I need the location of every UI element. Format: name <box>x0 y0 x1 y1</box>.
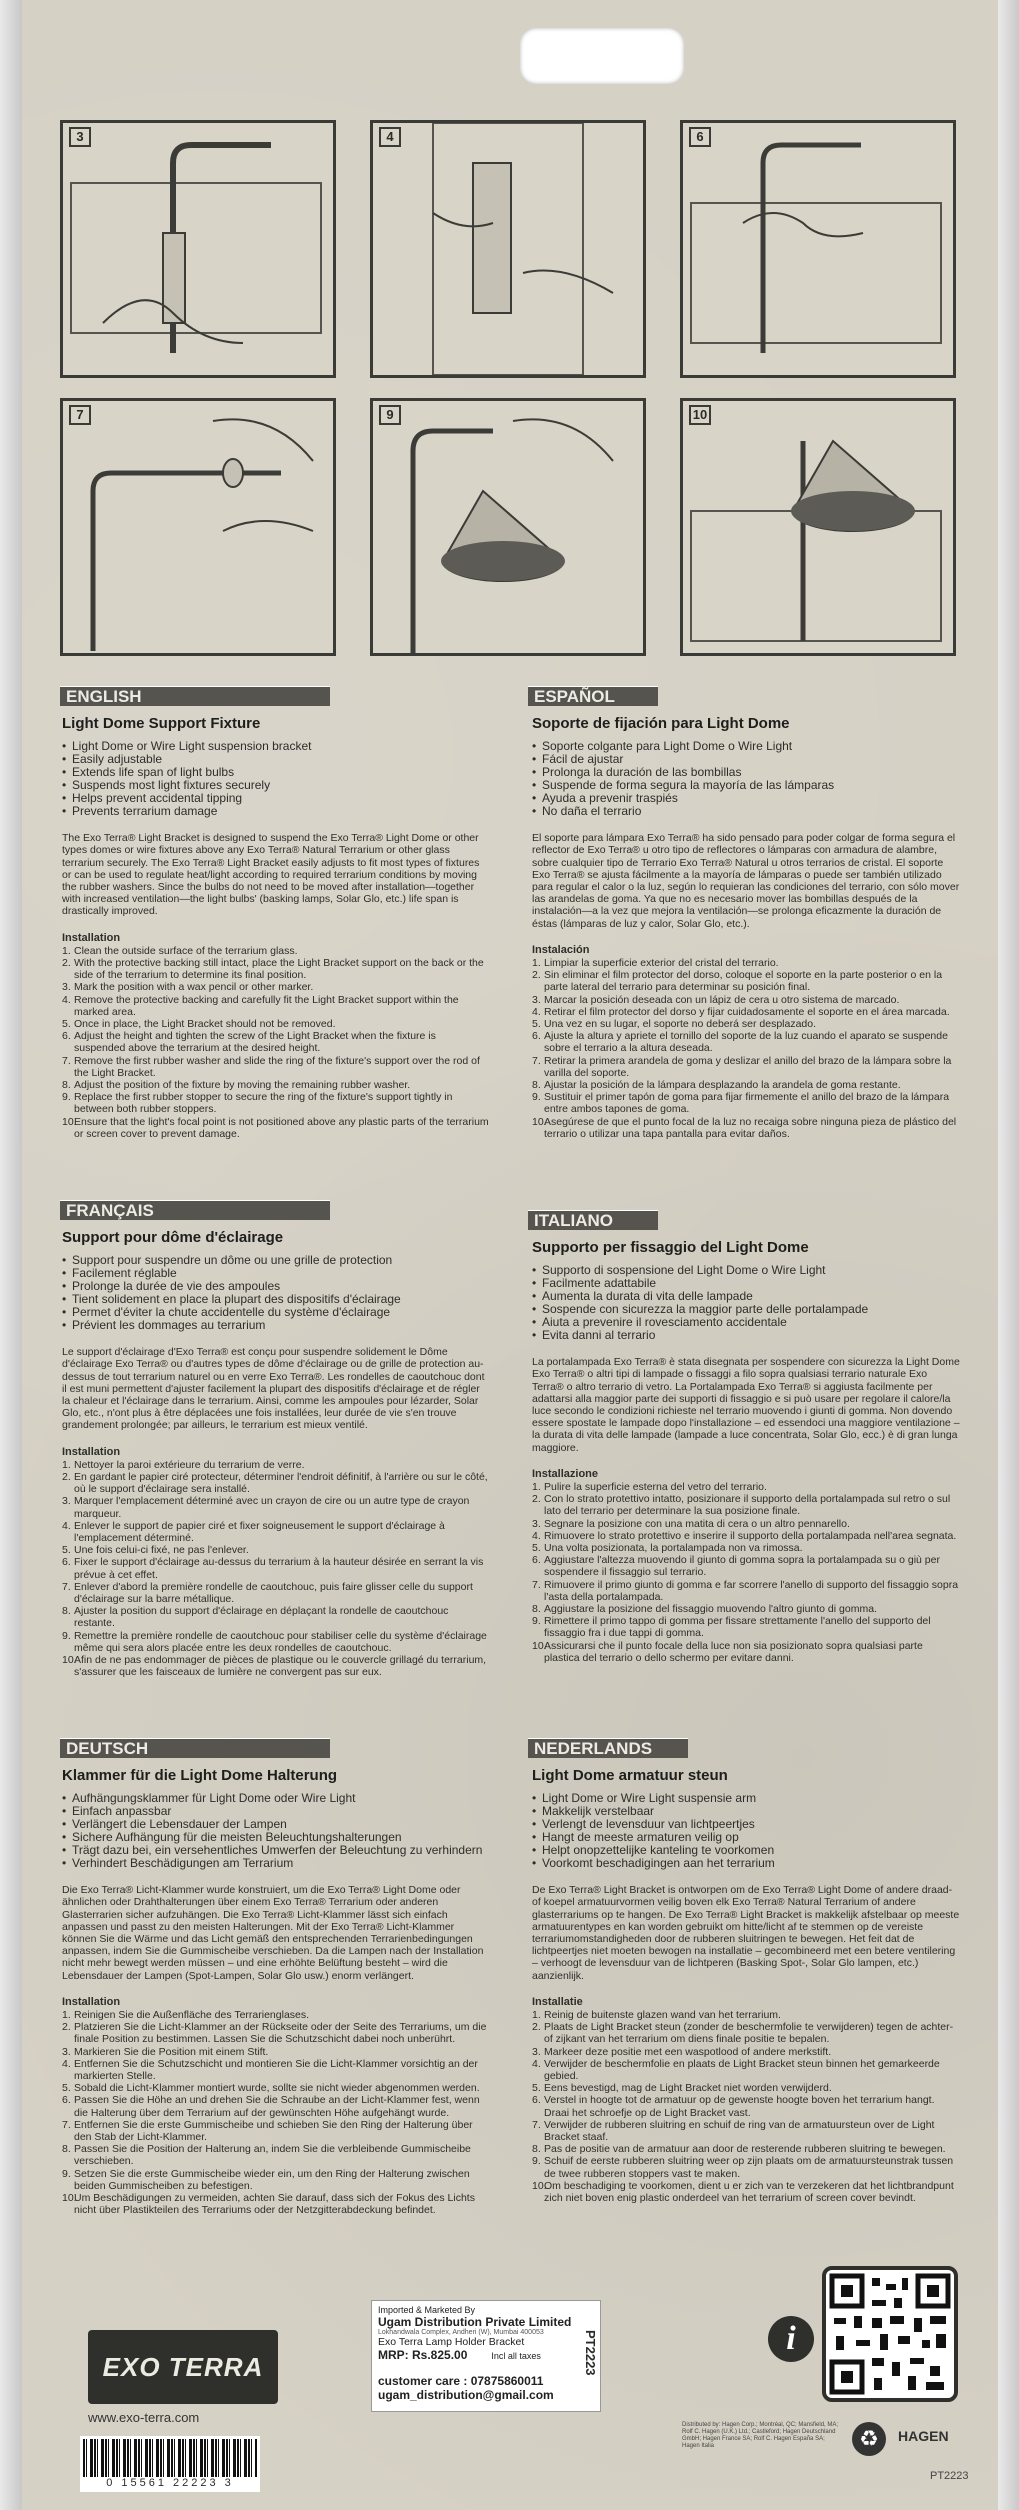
step-number: 10 <box>689 405 711 425</box>
install-step-text: Remove the first rubber washer and slide the ring of the fixture's support over the rod of the Light Bracket. <box>74 1054 480 1079</box>
install-step-text: Verwijder de beschermfolie en plaats de Light Bracket steun binnen het gemarkeerde gebied. <box>544 2057 940 2083</box>
install-title: Installation <box>62 1995 121 2008</box>
install-step-text: Rimuovere lo strato protettivo e inserire il supporto della portalampada nell'area segnata. <box>544 1529 957 1542</box>
description: The Exo Terra® Light Bracket is designed to suspend the Exo Terra® Light Dome or other types domes or wire fixtures above any Exo Terra® Natural Terrarium or other glass terrarium securely. The Exo Terra® Light Bracket easily adjusts to fit most types of fixtures or can be used to regulate heat/light according to required terrarium conditions by moving the rubber washers. Since the bulbs do not need to be moved after installation—together with increased ventilation—the light bulbs' (basking lamps, Solar Glo, etc.) life span is drastically improved. <box>62 832 480 918</box>
lang-label: ITALIANO <box>534 1211 614 1230</box>
install-step: 8. Passen Sie die Position der Halterung an, indem Sie die verbleibende Gummischeibe verschieben. <box>62 2143 471 2168</box>
install-step-text: Verstel in hoogte tot de armatuur op de gewenste hoogte boven het terrarium hangt. Draai het schroefje op de Light Bracket vast. <box>544 2094 935 2119</box>
sticker-fine: Lokhandwala Complex, Andheri (W), Mumbai 400053 <box>378 2329 544 2336</box>
install-title: Installation <box>62 931 121 944</box>
feature-item: • Ayuda a prevenir traspiés <box>532 792 960 805</box>
recycle-icon: ♻ <box>852 2422 886 2456</box>
feature-item: • Aumenta la durata di vita delle lampade <box>532 1290 960 1303</box>
lang-label: NEDERLANDS <box>534 1739 653 1758</box>
install-step-text: Afin de ne pas endommager de pièces de plastique ou le couvercle grillagé du terrarium, s'assurer que les faisceaux de lumière ne convergent pas sur eux. <box>74 1654 487 1679</box>
lang-label: DEUTSCH <box>66 1739 149 1758</box>
feature-item: • Sospende con sicurezza la maggior parte delle portalampade <box>532 1303 960 1316</box>
feature-item: • Facilement réglable <box>62 1267 490 1280</box>
sticker-mrp: MRP: Rs.825.00 <box>378 2348 468 2362</box>
barcode-digits: 0 15561 22223 3 <box>106 2477 234 2489</box>
install-step-text: Pas de positie van de armatuur aan door de resterende rubberen sluitring te bewegen. <box>544 2143 946 2156</box>
feature-item: • Prolonga la duración de las bombillas <box>532 766 960 779</box>
install-step-text: Marquer l'emplacement déterminé avec un crayon de cire ou un autre type de crayon marqueur. <box>74 1495 470 1520</box>
install-step-text: Remettre la première rondelle de caoutchouc pour stabiliser celle du système d'éclairage même qui sera alors placée entre les deux rondelles de caoutchouc. <box>74 1629 487 1654</box>
install-step: 1. Reinig de buitenste glazen wand van het terrarium. <box>532 2009 781 2022</box>
lang-label: ESPAÑOL <box>534 687 615 706</box>
install-step: 1. Clean the outside surface of the terrarium glass. <box>62 944 298 957</box>
install-step-text: Rimettere il primo tappo di gomma per fissare strettamente l'anello del supporto del fissaggio fra i due tappi di gomma. <box>544 1615 931 1640</box>
install-title: Installatie <box>532 1995 583 2008</box>
install-step-text: Verwijder de rubberen sluitring en schuif de ring van de armatuursteun over de Light Bracket staaf. <box>544 2118 935 2144</box>
install-step: 6. Ajuste la altura y apriete el tornillo del soporte de la luz cuando el aparato se suspende sobre el terrario a la altura deseada. <box>532 1030 948 1055</box>
install-step-text: Passen Sie die Höhe an und drehen Sie die Schraube an der Licht-Klammer fest, wenn die Halterung über dem Terrarium auf der gewünschten Höhe aufgehängt wurde. <box>74 2094 480 2119</box>
feature-item: • Soporte colgante para Light Dome o Wire Light <box>532 740 960 753</box>
feature-item: • Tient solidement en place la plupart des dispositifs d'éclairage <box>62 1293 490 1306</box>
install-step: 3. Markeer deze positie met een waspotlood of andere merkstift. <box>532 2045 832 2058</box>
install-step-text: Setzen Sie die erste Gummischeibe wieder ein, um den Ring der Halterung zwischen beiden Gummischeiben zu befestigen. <box>74 2167 470 2192</box>
install-step-text: Asegúrese de que el punto focal de la luz no recaiga sobre ninguna pieza de plástico del terrario o utilizar una tapa pantalla para evitar daños. <box>544 1115 957 1140</box>
illustration-panel-10 <box>680 398 956 656</box>
hagen-logo: HAGEN <box>898 2428 949 2444</box>
install-step: 10. Afin de ne pas endommager de pièces de plastique ou le couvercle grillagé du terrarium, s'assurer que les faisceaux de lumière ne convergent pas sur eux. <box>62 1654 487 1679</box>
exo-terra-logo: EXO TERRA <box>88 2330 278 2404</box>
info-icon: i <box>768 2316 814 2362</box>
install-step: 6. Passen Sie die Höhe an und drehen Sie die Schraube an der Licht-Klammer fest, wenn die Halterung über dem Terrarium auf der gewünschten Höhe aufgehängt wurde. <box>62 2094 480 2119</box>
install-step: 10. Om beschadiging te voorkomen, dient u er zich van te verzekeren dat het lichtbrandpunt zich niet boven enig plastic onderdeel van het terrarium of screen cover bevindt. <box>532 2179 954 2205</box>
feature-item: • Evita danni al terrario <box>532 1329 960 1342</box>
install-step: 7. Remove the first rubber washer and slide the ring of the fixture's support over the rod of the Light Bracket. <box>62 1054 480 1079</box>
install-step: 5. Una vez en su lugar, el soporte no deberá ser desplazado. <box>532 1018 817 1031</box>
install-step: 4. Rimuovere lo strato protettivo e inserire il supporto della portalampada nell'area segnata. <box>532 1529 957 1542</box>
install-step: 4. Enlever le support de papier ciré et fixer soigneusement le support d'éclairage à l'emplacement déterminé. <box>62 1519 445 1545</box>
install-step-text: Une fois celui-ci fixé, ne pas l'enlever. <box>74 1544 249 1557</box>
feature-item: • Verlängert die Lebensdauer der Lampen <box>62 1818 490 1831</box>
feature-item: • Facilmente adattabile <box>532 1277 960 1290</box>
install-step: 6. Fixer le support d'éclairage au-dessus du terrarium à la hauteur désirée en serrant la vis prévue à cet effet. <box>62 1556 484 1581</box>
install-step-text: Limpiar la superficie exterior del cristal del terrario. <box>544 957 779 970</box>
section-title: Light Dome armatuur steun <box>532 1767 728 1784</box>
feature-item: • Trägt dazu bei, ein versehentliches Umwerfen der Beleuchtung zu verhindern <box>62 1844 490 1857</box>
install-step: 7. Rimuovere il primo giunto di gomma e far scorrere l'anello di supporto del fissaggio sopra l'asta della portalampada. <box>532 1578 959 1603</box>
sticker-imported: Imported & Marketed By <box>378 2305 476 2315</box>
description: La portalampada Exo Terra® è stata disegnata per sospendere con sicurezza la Light Dome Exo Terra® o altri tipi di lampade o fissaggi a filo sopra qualsiasi terrario naturale Exo Terra® o altro terrario di vetro. La Portalampada Exo Terra® si aggiusta facilmente per adattarsi alla maggior parte dei supporti di fissaggio e si può usare per regolare il calore/la luce secondo le condizioni richieste nel terrario muovendo i giunti di gomma. Non dovendo essere spostate le lampade dopo l'installazione – ed essendoci una maggiore ventilazione – la durata di vita delle lampade (lampade a luce concentrata, Solar Glo, ecc.) è di gran lunga maggiore. <box>532 1356 960 1454</box>
deutsch-section <box>62 1767 490 2217</box>
install-step: 2. En gardant le papier ciré protecteur, déterminer l'endroit définitif, à l'arrière ou sur le côté, où le support d'éclairage sera installé. <box>62 1471 488 1496</box>
illustration-4 <box>373 123 643 375</box>
install-step: 5. Once in place, the Light Bracket should not be removed. <box>62 1018 336 1031</box>
install-step-text: Rimuovere il primo giunto di gomma e far scorrere l'anello di supporto del fissaggio sopra l'asta della portalampada. <box>544 1578 959 1603</box>
install-step-text: Retirar la primera arandela de goma y deslizar el anillo del brazo de la lámpara sobre la varilla del soporte. <box>544 1054 952 1079</box>
install-step: 6. Adjust the height and tighten the screw of the Light Bracket when the fixture is suspended above the terrarium at the desired height. <box>62 1030 436 1055</box>
install-step-text: Retirar el film protector del dorso y fijar cuidadosamente el soporte en el área marcada. <box>544 1005 950 1018</box>
feature-item: • Prevents terrarium damage <box>62 805 490 818</box>
install-step-text: Clean the outside surface of the terrarium glass. <box>74 944 298 957</box>
feature-item: • Easily adjustable <box>62 753 490 766</box>
install-step-text: Om beschadiging te voorkomen, dient u er zich van te verzekeren dat het lichtbrandpunt zich niet boven enig plastic onderdeel van het terrarium of screen cover bevindt. <box>544 2179 954 2205</box>
install-step-text: Sustituir el primer tapón de goma para fijar firmemente el anillo del brazo de la lámpara entre ambos tapones de goma. <box>544 1091 950 1116</box>
install-step: 10. Ensure that the light's focal point is not positioned above any plastic parts of the terrarium or screen cover to prevent damage. <box>62 1115 489 1140</box>
step-number: 4 <box>379 127 401 147</box>
install-step: 2. Con lo strato protettivo intatto, posizionare il supporto della portalampada sul retro o sul lato del terrario per determinare la sua posizione finale. <box>532 1493 951 1518</box>
install-step-text: Sin eliminar el film protector del dorso, coloque el soporte en la parte posterior o en la parte lateral del terrario para determinar su posición final. <box>544 969 943 994</box>
install-title: Installazione <box>532 1467 599 1480</box>
illustration-panel-3 <box>60 120 336 378</box>
install-step-text: Aggiustare la posizione del fissaggio muovendo l'altro giunto di gomma. <box>544 1603 877 1616</box>
feature-item: • Aiuta a prevenire il rovesciamento accidentale <box>532 1316 960 1329</box>
nederlands-section <box>532 1767 960 2205</box>
install-step: 6. Aggiustare l'altezza muovendo il giunto di gomma sopra la portalampada su o giù per sospendere il fissaggio sul terrario. <box>532 1554 940 1579</box>
espanol-section <box>532 715 960 1140</box>
install-step: 7. Enlever d'abord la première rondelle de caoutchouc, puis faire glisser celle du support d'éclairage sur la barre métallique. <box>62 1580 473 1606</box>
install-step-text: Con lo strato protettivo intatto, posizionare il supporto della portalampada sul retro o sul lato del terrario per determinare la sua posizione finale. <box>544 1493 951 1518</box>
install-step-text: With the protective backing still intact, place the Light Bracket support on the back or the side of the terrarium to determine its final position. <box>74 957 484 982</box>
illustration-panel-9 <box>370 398 646 656</box>
feature-list <box>532 1792 960 1870</box>
install-step: 6. Verstel in hoogte tot de armatuur op de gewenste hoogte boven het terrarium hangt. Draai het schroefje op de Light Bracket vast. <box>532 2094 935 2119</box>
francais-section <box>62 1229 490 1679</box>
install-step-text: Entfernen Sie die erste Gummischeibe und schieben Sie den Ring der Halterung über den Stab der Licht-Klammer. <box>74 2118 473 2144</box>
install-step: 4. Remove the protective backing and carefully fit the Light Bracket support within the marked area. <box>62 993 459 1018</box>
lang-header-espanol <box>528 686 658 706</box>
install-step: 4. Retirar el film protector del dorso y fijar cuidadosamente el soporte en el área marcada. <box>532 1005 950 1018</box>
install-step: 9. Replace the first rubber stopper to secure the ring of the fixture's support tightly in between both rubber stoppers. <box>62 1091 453 1116</box>
feature-item: • Prévient les dommages au terrarium <box>62 1319 490 1332</box>
feature-item: • Einfach anpassbar <box>62 1805 490 1818</box>
install-step-text: Aggiustare l'altezza muovendo il giunto di gomma sopra la portalampada su o giù per sospendere il fissaggio sul terrario. <box>544 1554 940 1579</box>
lang-header-deutsch <box>60 1738 330 1758</box>
install-step-text: Marcar la posición deseada con un lápiz de cera u otro sistema de marcado. <box>544 993 900 1006</box>
install-step-text: Replace the first rubber stopper to secure the ring of the fixture's support tightly in between both rubber stoppers. <box>74 1091 453 1116</box>
install-step: 8. Pas de positie van de armatuur aan door de resterende rubberen sluitring te bewegen. <box>532 2143 946 2156</box>
install-step-text: Passen Sie die Position der Halterung an, indem Sie die verbleibende Gummischeibe verschieben. <box>74 2143 471 2168</box>
feature-item: • Helpt onopzettelijke kanteling te voorkomen <box>532 1844 960 1857</box>
feature-list <box>532 1264 960 1342</box>
feature-item: • Support pour suspendre un dôme ou une grille de protection <box>62 1254 490 1267</box>
feature-list <box>532 740 960 818</box>
install-step: 7. Entfernen Sie die erste Gummischeibe und schieben Sie den Ring der Halterung über den Stab der Licht-Klammer. <box>62 2118 473 2144</box>
install-step: 3. Segnare la posizione con una matita di cera o un altro pennarello. <box>532 1517 850 1530</box>
feature-item: • Light Dome or Wire Light suspension bracket <box>62 740 490 753</box>
install-steps <box>532 1481 960 1664</box>
feature-item: • Verhindert Beschädigungen am Terrarium <box>62 1857 490 1870</box>
illustration-panel-6 <box>680 120 956 378</box>
install-step-text: Sobald die Licht-Klammer montiert wurde, sollte sie nicht wieder abgenommen werden. <box>74 2082 480 2095</box>
section-title: Soporte de fijación para Light Dome <box>532 715 790 732</box>
feature-item: • Suspends most light fixtures securely <box>62 779 490 792</box>
install-step-text: Pulire la superficie esterna del vetro del terrario. <box>544 1481 767 1494</box>
install-step: 3. Marquer l'emplacement déterminé avec un crayon de cire ou un autre type de crayon marqueur. <box>62 1495 470 1520</box>
install-title: Instalación <box>532 943 590 956</box>
install-step: 5. Eens bevestigd, mag de Light Bracket niet worden verwijderd. <box>532 2082 832 2095</box>
install-step-text: Enlever d'abord la première rondelle de caoutchouc, puis faire glisser celle du support d'éclairage sur la barre métallique. <box>74 1580 473 1606</box>
lang-label: ENGLISH <box>66 687 142 706</box>
import-sticker <box>371 2300 601 2412</box>
install-steps <box>532 2009 960 2204</box>
feature-item: • Aufhängungsklammer für Light Dome oder Wire Light <box>62 1792 490 1805</box>
install-step-text: Ajuster la position du support d'éclairage en déplaçant la rondelle de caoutchouc restante. <box>74 1605 449 1630</box>
install-step: 8. Aggiustare la posizione del fissaggio muovendo l'altro giunto di gomma. <box>532 1603 877 1616</box>
sticker-product: Exo Terra Lamp Holder Bracket <box>378 2336 525 2348</box>
step-number: 3 <box>69 127 91 147</box>
install-step-text: Remove the protective backing and carefully fit the Light Bracket support within the marked area. <box>74 993 459 1018</box>
qr-code <box>822 2266 958 2402</box>
install-step: 7. Verwijder de rubberen sluitring en schuif de ring van de armatuursteun over de Light Bracket staaf. <box>532 2118 935 2144</box>
illustration-7 <box>63 401 333 653</box>
install-steps <box>62 2009 490 2216</box>
install-step: 8. Adjust the position of the fixture by moving the remaining rubber washer. <box>62 1079 411 1092</box>
install-step: 8. Ajustar la posición de la lámpara desplazando la arandela de goma restante. <box>532 1079 901 1092</box>
feature-list <box>62 1792 490 1870</box>
fine-print-distributors: Distributed by: Hagen Corp.; Montréal, QC; Mansfield, MA; Rolf C. Hagen (U.K.) Ltd.; Castleford; Hagen Deutschland GmbH; Hagen France SA; Rolf C. Hagen España SA; Hagen Italia <box>682 2422 839 2449</box>
hang-hole <box>520 28 684 84</box>
install-step-text: Entfernen Sie die Schutzschicht und montieren Sie die Licht-Klammer vorsichtig an der markierten Stelle. <box>74 2057 478 2083</box>
install-step-text: Adjust the position of the fixture by moving the remaining rubber washer. <box>74 1079 411 1092</box>
install-step-text: Adjust the height and tighten the screw of the Light Bracket when the fixture is suspended above the terrarium at the desired height. <box>74 1030 436 1055</box>
right-edge <box>998 0 1019 2510</box>
illustration-panel-4 <box>370 120 646 378</box>
install-step-text: Una vez en su lugar, el soporte no deberá ser desplazado. <box>544 1018 817 1031</box>
install-step-text: Markeer deze positie met een waspotlood of andere merkstift. <box>544 2045 832 2058</box>
sticker-company: Ugam Distribution Private Limited <box>378 2315 572 2329</box>
install-step: 1. Limpiar la superficie exterior del cristal del terrario. <box>532 957 779 970</box>
description: El soporte para lámpara Exo Terra® ha sido pensado para poder colgar de forma segura el reflector de Exo Terra® u otro tipo de reflectores o lámparas con armadura de alambre, sobre cualquier tipo de Terrario Exo Terra® Natural u otros terrarios de cristal. El soporte Exo Terra® se ajusta fácilmente a la mayoría de lámparas o puede ser también utilizado para regular el calor o la luz, según lo requieran las condiciones del terrario, con sólo mover las arandelas de goma. Ya que no es necesario mover las bombillas después de la instalación—a la vez que mejora la ventilación—se prolonga eficazmente la duración de éstas (lámparas de luz y calor, Solar Glo, etc.). <box>532 832 960 930</box>
description: Die Exo Terra® Licht-Klammer wurde konstruiert, um die Exo Terra® Light Dome oder ähnlichen oder Drahthalterungen über einem Exo Terra® Terrarium oder anderen Glasterrarien sicher aufzuhängen. Die Exo Terra® Licht-Klammer lässt sich einfach anpassen und passt zu den meisten Halterungen. Mit der Exo Terra® Licht-Klammer können Sie die Wärme und das Licht gemäß den entsprechenden Terrarienbedingungen anpassen, indem Sie die Gummischeibe verschieben. Da die Lampen nach der Installation nicht mehr bewegt werden müssen – und eine erhöhte Belüftung besteht – wird die Lebensdauer der Lampen (Spot-Lampen, Solar Glo usw.) enorm verlängert. <box>62 1884 484 1982</box>
step-number: 6 <box>689 127 711 147</box>
install-step: 3. Markieren Sie die Position mit einem Stift. <box>62 2045 269 2058</box>
sticker-taxes: Incl all taxes <box>491 2351 541 2361</box>
feature-item: • No daña el terrario <box>532 805 960 818</box>
install-steps <box>62 1459 490 1679</box>
feature-item: • Suspende de forma segura la mayoría de las lámparas <box>532 779 960 792</box>
install-step-text: Ensure that the light's focal point is not positioned above any plastic parts of the terrarium or screen cover to prevent damage. <box>74 1115 489 1140</box>
barcode-bars <box>83 2439 257 2477</box>
feature-list <box>62 1254 490 1332</box>
illustration-10 <box>683 401 953 653</box>
feature-item: • Voorkomt beschadigingen aan het terrarium <box>532 1857 960 1870</box>
section-title: Support pour dôme d'éclairage <box>62 1229 284 1246</box>
install-step: 5. Una volta posizionata, la portalampada non va rimossa. <box>532 1542 803 1555</box>
install-step-text: Ajuste la altura y apriete el tornillo del soporte de la luz cuando el aparato se suspende sobre el terrario a la altura deseada. <box>544 1030 948 1055</box>
sticker-pt-code: PT2223 <box>583 2330 598 2376</box>
feature-item: • Hangt de meeste armaturen veilig op <box>532 1831 960 1844</box>
install-step-text: Plaats de Light Bracket steun (zonder de beschermfolie te verwijderen) tegen de achter- of zijkant van het terrarium om diens finale positie te bepalen. <box>544 2021 954 2046</box>
feature-item: • Fácil de ajustar <box>532 753 960 766</box>
install-step-text: Mark the position with a wax pencil or other marker. <box>74 981 314 994</box>
install-step: 10. Assicurarsi che il punto focale della luce non sia posizionato sopra qualsiasi parte plastica del terrario o dello schermo per evitare danni. <box>532 1639 923 1664</box>
install-step: 8. Ajuster la position du support d'éclairage en déplaçant la rondelle de caoutchouc restante. <box>62 1605 449 1630</box>
install-step: 3. Mark the position with a wax pencil or other marker. <box>62 981 314 994</box>
install-step-text: Markieren Sie die Position mit einem Stift. <box>74 2045 269 2058</box>
feature-item: • Light Dome or Wire Light suspensie arm <box>532 1792 960 1805</box>
lang-header-nederlands <box>528 1738 688 1758</box>
install-step: 9. Rimettere il primo tappo di gomma per fissare strettamente l'anello del supporto del fissaggio fra i due tappi di gomma. <box>532 1615 931 1640</box>
install-step-text: Assicurarsi che il punto focale della luce non sia posizionato sopra qualsiasi parte plastica del terrario o dello schermo per evitare danni. <box>544 1639 923 1664</box>
section-title: Supporto per fissaggio del Light Dome <box>532 1239 809 1256</box>
install-step: 1. Nettoyer la paroi extérieure du terrarium de verre. <box>62 1458 305 1471</box>
install-step: 2. With the protective backing still intact, place the Light Bracket support on the back or the side of the terrarium to determine its final position. <box>62 957 484 982</box>
feature-item: • Helps prevent accidental tipping <box>62 792 490 805</box>
italiano-section <box>532 1239 960 1664</box>
install-step: 1. Reinigen Sie die Außenfläche des Terrarienglases. <box>62 2009 310 2022</box>
lang-header-english <box>60 686 330 706</box>
feature-item: • Verlengt de levensduur van lichtpeertjes <box>532 1818 960 1831</box>
install-step: 2. Sin eliminar el film protector del dorso, coloque el soporte en la parte posterior o en la parte lateral del terrario para determinar su posición final. <box>532 969 943 994</box>
install-steps <box>62 945 490 1140</box>
feature-item: • Prolonge la durée de vie des ampoules <box>62 1280 490 1293</box>
sticker-email: ugam_distribution@gmail.com <box>378 2388 554 2402</box>
install-step-text: Enlever le support de papier ciré et fixer soigneusement le support d'éclairage à l'emplacement déterminé. <box>74 1519 445 1545</box>
install-step: 3. Marcar la posición deseada con un lápiz de cera u otro sistema de marcado. <box>532 993 900 1006</box>
install-step-text: Nettoyer la paroi extérieure du terrarium de verre. <box>74 1458 305 1471</box>
illustration-9 <box>373 401 643 653</box>
install-step: 9. Remettre la première rondelle de caoutchouc pour stabiliser celle du système d'éclairage même qui sera alors placée entre les deux rondelles de caoutchouc. <box>62 1629 487 1654</box>
illustration-panel-7 <box>60 398 336 656</box>
lang-label: FRANÇAIS <box>66 1201 154 1220</box>
install-step: 1. Pulire la superficie esterna del vetro del terrario. <box>532 1481 767 1494</box>
install-step: 9. Sustituir el primer tapón de goma para fijar firmemente el anillo del brazo de la lámpara entre ambos tapones de goma. <box>532 1091 950 1116</box>
section-title: Light Dome Support Fixture <box>62 715 261 732</box>
feature-item: • Supporto di sospensione del Light Dome o Wire Light <box>532 1264 960 1277</box>
install-step-text: Platzieren Sie die Licht-Klammer an der Rückseite oder der Seite des Terrariums, um die finale Position zu bestimmen. Lassen Sie die Schutzschicht dabei noch unberührt. <box>74 2021 487 2046</box>
install-step: 4. Verwijder de beschermfolie en plaats de Light Bracket steun binnen het gemarkeerde gebied. <box>532 2057 940 2083</box>
install-step-text: Segnare la posizione con una matita di cera o un altro pennarello. <box>544 1517 850 1530</box>
install-step: 4. Entfernen Sie die Schutzschicht und montieren Sie die Licht-Klammer vorsichtig an der markierten Stelle. <box>62 2057 478 2083</box>
install-step-text: En gardant le papier ciré protecteur, déterminer l'endroit définitif, à l'arrière ou sur le côté, où le support d'éclairage sera installé. <box>74 1471 488 1496</box>
install-step-text: Una volta posizionata, la portalampada non va rimossa. <box>544 1542 803 1555</box>
description: De Exo Terra® Light Bracket is ontworpen om de Exo Terra® Light Dome of andere draad- of koepel armatuurvormen veilig boven elk Exo Terra® Natural Terrarium of andere glasterrariums op te hangen. De Exo Terra® Light Bracket is makkelijk afstelbaar op meeste armatuurentypes en kan worden gebruikt om hitte/licht af te stemmen op de vereiste terrariumomstandigheden door de rubberen sluitringen te bewegen. Het feit dat de lichtpeertjes niet moeten bewogen na installatie – gecombineerd met een betere ventilering – verhoogt de levensduur van de lichtperen (Basking Spot-, Solar Glo lampen, etc.) aanzienlijk. <box>532 1884 960 1982</box>
feature-item: • Extends life span of light bulbs <box>62 766 490 779</box>
feature-item: • Sichere Aufhängung für die meisten Beleuchtungshalterungen <box>62 1831 490 1844</box>
install-step-text: Ajustar la posición de la lámpara desplazando la arandela de goma restante. <box>544 1079 901 1092</box>
install-step: 10. Um Beschädigungen zu vermeiden, achten Sie darauf, dass sich der Fokus des Lichts nicht über Plastikteilen des Terrariums oder der Netzgitterabdeckung befindet. <box>62 2192 475 2217</box>
illustration-3 <box>63 123 333 375</box>
feature-list <box>62 740 490 818</box>
install-step: 9. Setzen Sie die erste Gummischeibe wieder ein, um den Ring der Halterung zwischen beiden Gummischeiben zu befestigen. <box>62 2167 470 2192</box>
install-step: 2. Plaats de Light Bracket steun (zonder de beschermfolie te verwijderen) tegen de achter- of zijkant van het terrarium om diens finale positie te bepalen. <box>532 2021 954 2046</box>
install-step-text: Once in place, the Light Bracket should not be removed. <box>74 1018 336 1031</box>
install-step-text: Reinig de buitenste glazen wand van het terrarium. <box>544 2009 781 2022</box>
section-title: Klammer für die Light Dome Halterung <box>62 1767 338 1784</box>
install-steps <box>532 957 960 1140</box>
install-step-text: Schuif de eerste rubberen sluitring weer op zijn plaats om de armatuursteunstrak tussen de twee rubberen stoppers vast te maken. <box>544 2155 954 2180</box>
install-step: 7. Retirar la primera arandela de goma y deslizar el anillo del brazo de la lámpara sobre la varilla del soporte. <box>532 1054 952 1079</box>
website-url: www.exo-terra.com <box>88 2410 200 2425</box>
step-number: 9 <box>379 405 401 425</box>
install-step-text: Um Beschädigungen zu vermeiden, achten Sie darauf, dass sich der Fokus des Lichts nicht über Plastikteilen des Terrariums oder der Netzgitterabdeckung befindet. <box>74 2192 475 2217</box>
left-edge <box>0 0 22 2510</box>
sticker-care: customer care : 07875860011 <box>378 2374 544 2388</box>
product-code: PT2223 <box>930 2470 969 2482</box>
install-step-text: Fixer le support d'éclairage au-dessus du terrarium à la hauteur désirée en serrant la vis prévue à cet effet. <box>74 1556 484 1581</box>
qr-code-pattern <box>826 2270 954 2398</box>
install-step: 2. Platzieren Sie die Licht-Klammer an der Rückseite oder der Seite des Terrariums, um die finale Position zu bestimmen. Lassen Sie die Schutzschicht dabei noch unberührt. <box>62 2021 487 2046</box>
feature-item: • Permet d'éviter la chute accidentelle du système d'éclairage <box>62 1306 490 1319</box>
install-step: 5. Sobald die Licht-Klammer montiert wurde, sollte sie nicht wieder abgenommen werden. <box>62 2082 480 2095</box>
install-step: 5. Une fois celui-ci fixé, ne pas l'enlever. <box>62 1544 249 1557</box>
install-title: Installation <box>62 1445 121 1458</box>
install-step: 10. Asegúrese de que el punto focal de la luz no recaiga sobre ninguna pieza de plástico del terrario o utilizar una tapa pantalla para evitar daños. <box>532 1115 957 1140</box>
english-section <box>62 715 490 1140</box>
illustration-6 <box>683 123 953 375</box>
description: Le support d'éclairage d'Exo Terra® est conçu pour suspendre solidement le Dôme d'éclairage Exo Terra® ou d'autres types de dôme d'éclairage ou de grille de protection au-dessus de tout terrarium naturel ou en verre Exo Terra®. Les rondelles de caoutchouc dont il est muni permettent d'ajuster facilement la plupart des dispositifs d'éclairage et de régler la chaleur et l'éclairage dans le terrarium. Ainsi, comme les ampoules pour lézarder, Solar Glo, etc., n'ont plus à être déplacées une fois installées, leur durée de vie s'en trouve grandement prolongée; par ailleurs, le terrarium est mieux ventilé. <box>62 1346 485 1432</box>
install-step-text: Eens bevestigd, mag de Light Bracket niet worden verwijderd. <box>544 2082 832 2095</box>
feature-item: • Makkelijk verstelbaar <box>532 1805 960 1818</box>
step-number: 7 <box>69 405 91 425</box>
lang-header-francais <box>60 1200 330 1220</box>
lang-header-italiano <box>528 1210 658 1230</box>
barcode <box>80 2436 260 2492</box>
install-step-text: Reinigen Sie die Außenfläche des Terrarienglases. <box>74 2009 310 2022</box>
install-step: 9. Schuif de eerste rubberen sluitring weer op zijn plaats om de armatuursteunstrak tussen de twee rubberen stoppers vast te maken. <box>532 2155 954 2180</box>
